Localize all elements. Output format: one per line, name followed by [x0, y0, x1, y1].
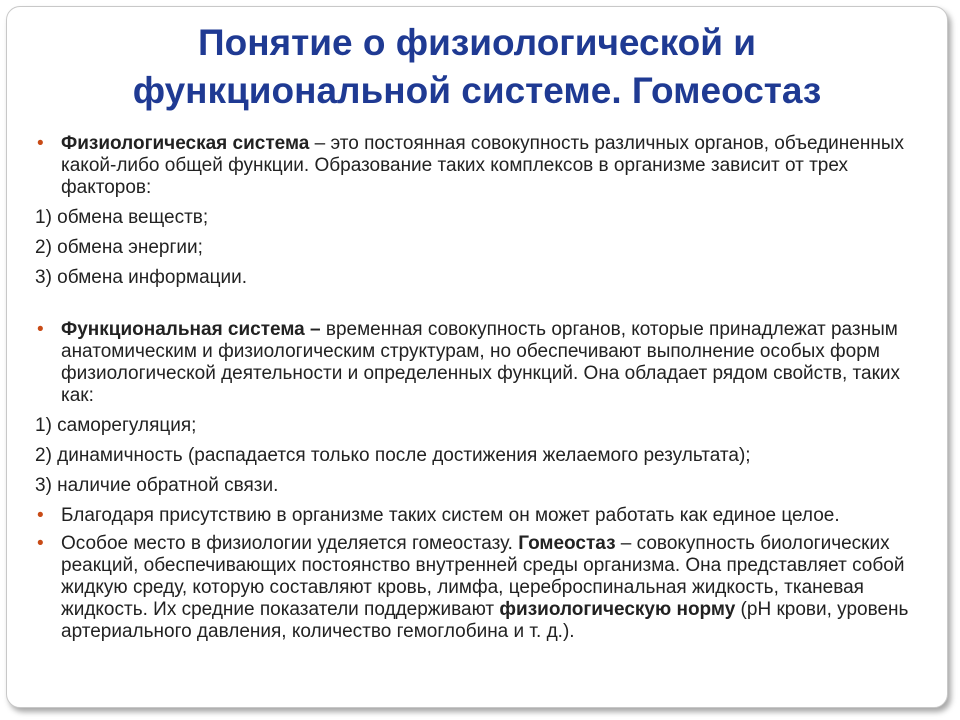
list-item: 1) саморегуляция; — [35, 415, 197, 436]
functional-system-definition: временная совокупность органов, которые принадлежат разным анатомическим и физиологическим структурам, но обеспечивают выполнение особых форм физиологической деятельности и определенных функций. Она обладает рядом свойств, таких как: — [61, 319, 901, 406]
bullet-functional-system — [31, 319, 931, 407]
bullet-dot-icon: • — [37, 319, 44, 340]
term-homeostasis: Гомеостаз — [518, 533, 616, 554]
page-title — [27, 19, 927, 115]
homeostasis-examples: (pH крови, уровень артериального давления, количество гемоглобина и т. д.). — [61, 599, 909, 642]
list-item: 2) обмена энергии; — [35, 237, 203, 258]
term-physiological-norm: физиологическую норму — [499, 599, 736, 620]
homeostasis-definition: – совокупность биологических реакций, обеспечивающих постоянство внутренней среды организма. Она представляет собой жидкую среду, которую составляют кровь, лимфа, цереброспинальная жидкость, тканевая жидкость. Их средние показатели поддерживают — [61, 533, 905, 620]
term-functional-system: Функциональная система – — [61, 319, 321, 340]
bullet-dot-icon: • — [37, 133, 44, 154]
slide-content — [31, 133, 931, 643]
physiological-system-definition: – это постоянная совокупность различных органов, объединенных какой-либо общей функции. Образование таких комплексов в организме зависит от трех факторов: — [61, 133, 904, 198]
bullet-physiological-system — [31, 133, 931, 199]
whole-organism-text: Благодаря присутствию в организме таких систем он может работать как единое целое. — [61, 505, 840, 526]
bullet-whole-organism — [31, 505, 931, 527]
slide — [6, 6, 948, 708]
title-line-1: Понятие о физиологической и — [198, 22, 756, 63]
list-item: 1) обмена веществ; — [35, 207, 209, 228]
list-item: 3) обмена информации. — [35, 267, 248, 288]
list-item: 2) динамичность (распадается только после достижения желаемого результата); — [35, 445, 751, 466]
bullet-dot-icon: • — [37, 533, 44, 554]
bullet-dot-icon: • — [37, 505, 44, 526]
bullet-homeostasis — [31, 533, 931, 643]
list-item: 3) наличие обратной связи. — [35, 475, 279, 496]
homeostasis-intro: Особое место в физиологии уделяется гомеостазу. — [61, 533, 519, 554]
title-line-2: функциональной системе. Гомеостаз — [132, 70, 822, 111]
term-physiological-system: Физиологическая система — [61, 133, 310, 154]
